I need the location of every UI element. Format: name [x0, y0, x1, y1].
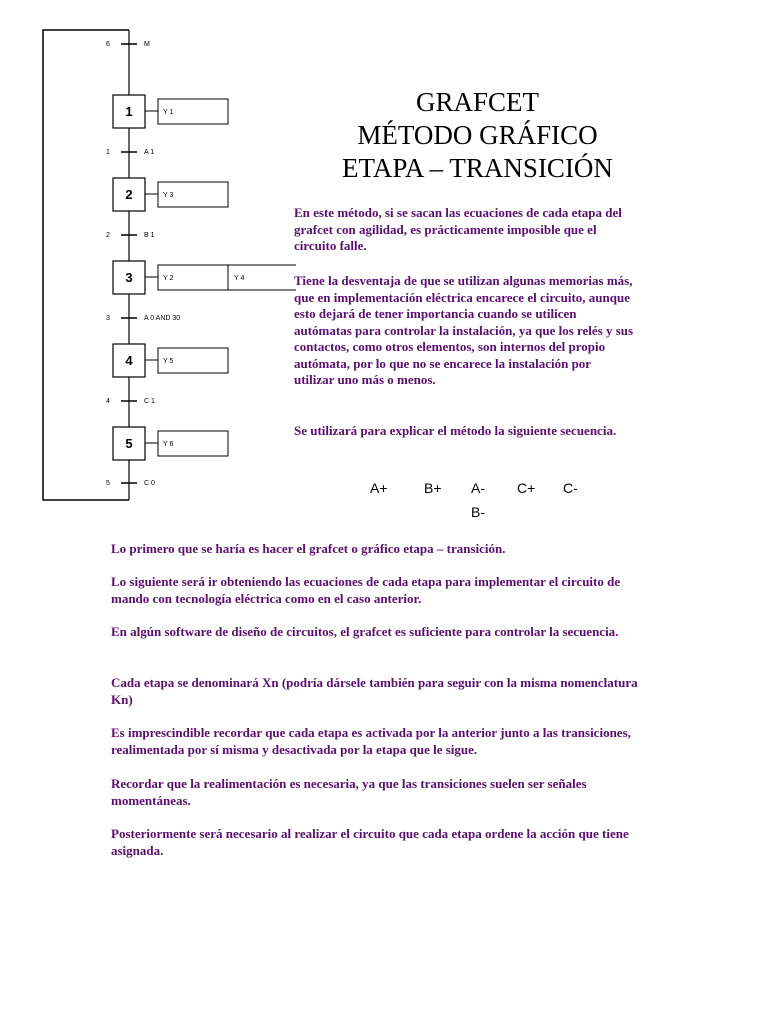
title-line-3: ETAPA – TRANSICIÓN	[342, 153, 613, 183]
body-paragraph-7: Posteriormente será necesario al realizar el circuito que cada etapa ordene la acción que tiene asignada.	[111, 826, 629, 858]
title-line-1: GRAFCET	[415, 87, 540, 117]
right-paragraph-2: Tiene la desventaja de que se utilizan algunas memorias más, que en implementación eléctrica encarece el circuito, aunque esto dejará de tener importancia cuando se utilicen autómatas para controlar la instalación, ya que los relés y sus contactos, como otros elementos, son internos del propio autómata, por lo que no se encarece la instalación por utilizar uno más o menos.	[294, 273, 634, 387]
transition-number: 4	[106, 398, 110, 405]
sequence-b-minus: B-	[471, 504, 485, 520]
body-paragraph-5: Es imprescindible recordar que cada etapa es activada por la anterior junto a las transiciones, realimentada por sí misma y desactivada por la etapa que le sigue.	[111, 725, 631, 757]
body-paragraph-3: En algún software de diseño de circuitos, el grafcet es suficiente para controlar la secuencia.	[111, 624, 619, 639]
transition-condition: A 1	[144, 149, 155, 156]
page-title	[300, 86, 655, 185]
grafcet-diagram	[0, 0, 300, 505]
step-number: 4	[125, 353, 133, 368]
sequence-c-minus: C-	[563, 480, 578, 496]
transition-number: 5	[106, 480, 110, 487]
action-label: Y 4	[234, 275, 245, 282]
title-line-2: MÉTODO GRÁFICO	[357, 120, 598, 150]
sequence-c-plus: C+	[517, 480, 536, 496]
transition-number: 3	[106, 315, 110, 322]
step-number: 2	[125, 187, 133, 202]
sequence-a-minus: A-	[471, 480, 485, 496]
action-label: Y 3	[163, 192, 174, 199]
body-paragraph-2: Lo siguiente será ir obteniendo las ecuaciones de cada etapa para implementar el circuito de mando con tecnología eléctrica como en el caso anterior.	[111, 574, 621, 606]
transition-number: 6	[106, 41, 110, 48]
action-label: Y 2	[163, 275, 174, 282]
transition-number: 1	[106, 149, 110, 156]
body-paragraph-6: Recordar que la realimentación es necesaria, ya que las transiciones suelen ser señales momentáneas.	[111, 776, 587, 808]
step-number: 1	[125, 104, 133, 119]
body-paragraph-1: Lo primero que se haría es hacer el grafcet o gráfico etapa – transición.	[111, 541, 506, 556]
action-label: Y 1	[163, 109, 174, 116]
transition-number: 2	[106, 232, 110, 239]
sequence-a-plus: A+	[370, 480, 388, 496]
transition-condition: C 1	[144, 398, 155, 405]
sequence-b-plus: B+	[424, 480, 442, 496]
transition-condition: M	[144, 41, 150, 48]
body-paragraph-4: Cada etapa se denominará Xn (podría dársele también para seguir con la misma nomenclatura Kn)	[111, 675, 638, 707]
transition-condition: B 1	[144, 232, 155, 239]
step-number: 3	[125, 270, 133, 285]
action-label: Y 6	[163, 441, 174, 448]
right-paragraph-3: Se utilizará para explicar el método la siguiente secuencia.	[294, 423, 617, 438]
step-number: 5	[125, 436, 133, 451]
transition-condition: C 0	[144, 480, 155, 487]
action-label: Y 5	[163, 358, 174, 365]
transition-condition: A 0 AND 30	[144, 315, 181, 322]
right-paragraph-1: En este método, si se sacan las ecuaciones de cada etapa del grafcet con agilidad, es prácticamente imposible que el circuito falle.	[294, 205, 622, 253]
